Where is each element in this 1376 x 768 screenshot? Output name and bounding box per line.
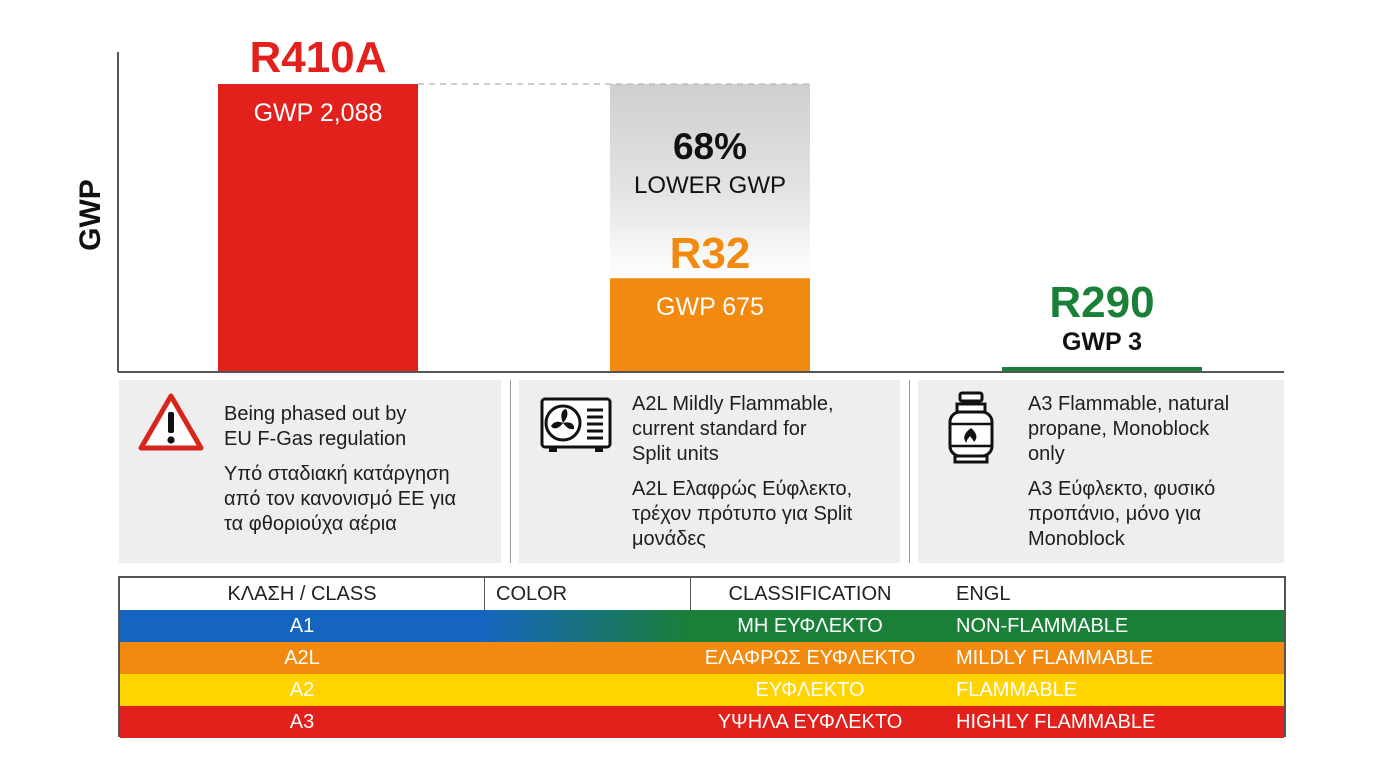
table-header-row xyxy=(120,578,1284,610)
info-text-english: A2L Mildly Flammable, current standard for Split units xyxy=(632,393,834,465)
data-label-r32: GWP 675 xyxy=(656,293,764,322)
cell-english: FLAMMABLE xyxy=(956,679,1078,701)
info-text-english: A3 Flammable, natural propane, Monoblock only xyxy=(1028,393,1230,465)
data-label-r410a: GWP 2,088 xyxy=(253,99,383,127)
table-row xyxy=(120,642,1284,674)
cell-english: NON-FLAMMABLE xyxy=(956,615,1129,637)
bar-r410a xyxy=(218,84,418,371)
category-label-r290: R290 xyxy=(1049,278,1155,327)
table-row xyxy=(120,674,1284,706)
divider xyxy=(909,380,910,563)
info-box-r290 xyxy=(918,380,1284,563)
info-text-greek: Υπό σταδιακή κατάργηση από τον κανονισμό ΕΕ για τα φθοριούχα αέρια xyxy=(224,463,457,535)
cell-class: A2L xyxy=(284,647,320,669)
cell-classification: ΥΨΗΛΑ ΕΥΦΛΕΚΤΟ xyxy=(717,711,903,733)
data-label-r290: GWP 3 xyxy=(1061,328,1143,356)
info-text-english: Being phased out by EU F-Gas regulation xyxy=(224,403,407,450)
flammability-class-table xyxy=(118,576,1286,737)
cell-class: A2 xyxy=(289,679,315,701)
gas-cylinder-icon xyxy=(946,390,996,471)
header-english: ENGL xyxy=(956,583,1011,605)
info-text-greek: A2L Ελαφρώς Εύφλεκτο, τρέχον πρότυπο για Split μονάδες xyxy=(632,478,853,550)
bar-r32 xyxy=(610,278,810,371)
cell-classification: ΕΛΑΦΡΩΣ ΕΥΦΛΕΚΤΟ xyxy=(704,647,916,669)
warning-icon xyxy=(137,392,205,457)
cell-class: A1 xyxy=(289,615,315,637)
cell-classification: ΕΥΦΛΕΚΤΟ xyxy=(755,679,865,701)
category-label-r32: R32 xyxy=(669,229,751,279)
category-label-r410a: R410A xyxy=(249,33,387,82)
cell-class: A3 xyxy=(289,711,315,733)
table-row xyxy=(120,706,1284,738)
header-classification: CLASSIFICATION xyxy=(728,583,892,605)
header-class: ΚΛΑΣΗ / CLASS xyxy=(227,583,377,605)
table-row xyxy=(120,610,1284,642)
info-box-r410a xyxy=(119,380,501,563)
divider xyxy=(510,380,511,563)
info-box-r32 xyxy=(519,380,900,563)
air-conditioner-unit-icon xyxy=(539,396,613,459)
gwp-bar-chart xyxy=(0,0,1376,378)
y-axis-label: GWP xyxy=(74,179,107,251)
header-color: COLOR xyxy=(496,583,568,605)
cell-english: MILDLY FLAMMABLE xyxy=(956,647,1154,669)
info-text-greek: A3 Εύφλεκτο, φυσικό προπάνιο, μόνο για Monoblock xyxy=(1028,478,1216,550)
cell-classification: ΜΗ ΕΥΦΛΕΚΤΟ xyxy=(737,615,883,637)
cell-english: HIGHLY FLAMMABLE xyxy=(956,711,1156,733)
reduction-caption: LOWER GWP xyxy=(633,172,787,199)
bar-r290 xyxy=(1002,367,1202,371)
reduction-percent: 68% xyxy=(672,126,748,167)
